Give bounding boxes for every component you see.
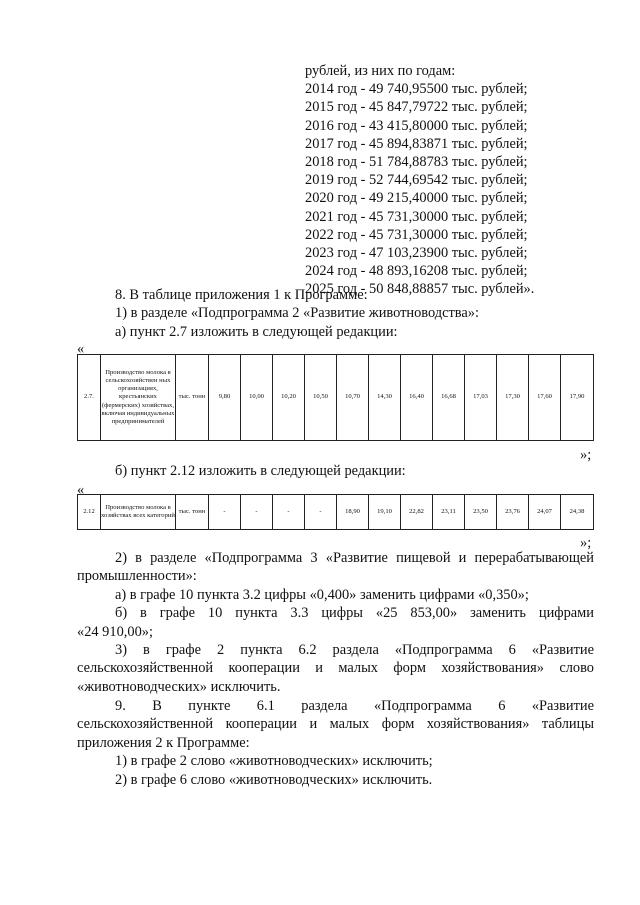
close-quote: »;: [580, 535, 592, 551]
item-8-sub1: 1) в разделе «Подпрограмма 2 «Развитие животноводства»:: [115, 305, 479, 322]
item-8-2-b2: «24 910,00»;: [77, 623, 153, 640]
year-line: 2024 год - 48 893,16208 тыс. рублей;: [305, 263, 528, 280]
years-intro: рублей, из них по годам:: [305, 63, 456, 79]
year-line: 2023 год - 47 103,23900 тыс. рублей;: [305, 245, 528, 262]
item-8-block: [77, 286, 594, 341]
item-8-title: 8. В таблице приложения 1 к Программе:: [115, 287, 368, 303]
table-row: [78, 495, 594, 530]
value-cell: 18,90: [337, 495, 369, 530]
unit-cell: тыс. тонн: [176, 495, 209, 530]
value-cell: 23,11: [433, 495, 465, 530]
year-line: 2016 год - 43 415,80000 тыс. рублей;: [305, 117, 528, 134]
value-cell: 24,07: [529, 495, 561, 530]
value-cell: 24,38: [561, 495, 594, 530]
close-quote: »;: [580, 447, 592, 463]
open-quote: «: [77, 341, 85, 357]
year-line: 2014 год - 49 740,95500 тыс. рублей;: [305, 81, 528, 98]
value-cell: 14,30: [369, 355, 401, 441]
year-line: 2018 год - 51 784,88783 тыс. рублей;: [305, 154, 528, 171]
value-cell: -: [209, 495, 241, 530]
item-9-line3: приложения 2 к Программе:: [77, 734, 250, 751]
year-line: 2021 год - 45 731,30000 тыс. рублей;: [305, 208, 528, 225]
item-8-2-line2: промышленности»:: [77, 568, 197, 585]
value-cell: 16,40: [401, 355, 433, 441]
item-8-sub1a: а) пункт 2.7 изложить в следующей редакции:: [115, 323, 398, 340]
unit-cell: тыс. тонн: [176, 355, 209, 441]
item-8-2-a: а) в графе 10 пункта 3.2 цифры «0,400» заменить цифрами «0,350»;: [115, 586, 529, 603]
item-8-3-c3: «животноводческих» исключить.: [77, 678, 281, 695]
year-line: 2019 год - 52 744,69542 тыс. рублей;: [305, 172, 528, 189]
year-line: 2022 год - 45 731,30000 тыс. рублей;: [305, 226, 528, 243]
value-cell: 10,00: [241, 355, 273, 441]
value-cell: 17,03: [465, 355, 497, 441]
value-cell: 19,10: [369, 495, 401, 530]
item-8-2-line1: 2) в разделе «Подпрограмма 3 «Развитие пищевой и перерабатывающей: [115, 550, 594, 566]
value-cell: -: [241, 495, 273, 530]
item-8b-block: [77, 462, 594, 480]
value-cell: 17,30: [497, 355, 529, 441]
item-number-cell: 2.7.: [78, 355, 101, 441]
item-8b-text: б) пункт 2.12 изложить в следующей редакции:: [115, 463, 406, 479]
item-9-line5: 2) в графе 6 слово «животноводческих» исключить.: [115, 771, 433, 788]
value-cell: -: [305, 495, 337, 530]
value-cell: 10,20: [273, 355, 305, 441]
table-row: [78, 355, 594, 441]
item-number-cell: 2.12: [78, 495, 101, 530]
value-cell: 17,60: [529, 355, 561, 441]
yearly-amounts-block: [305, 62, 534, 299]
year-line: 2025 год - 50 848,88857 тыс. рублей».: [305, 281, 535, 298]
item-8-3-c2: сельскохозяйственной кооперации и малых форм хозяйствования» слово: [77, 660, 594, 677]
value-cell: 16,68: [433, 355, 465, 441]
item-8-3-c1: 3) в графе 2 пункта 6.2 раздела «Подпрограмма 6 «Развитие: [115, 642, 594, 659]
item-9-line4: 1) в графе 2 слово «животноводческих» исключить;: [115, 753, 433, 770]
value-cell: 23,50: [465, 495, 497, 530]
item-8-2-b1: б) в графе 10 пункта 3.3 цифры «25 853,00» заменить цифрами: [115, 605, 594, 622]
value-cell: 9,80: [209, 355, 241, 441]
item-9-line1: 9. В пункте 6.1 раздела «Подпрограмма 6 «Развитие: [115, 698, 594, 714]
value-cell: 10,70: [337, 355, 369, 441]
table-item-2-7: [77, 354, 594, 441]
indicator-name-cell: Производство молока в сельскохозяйствен ных организациях, крестьянских (фермерских) хозяйствах, включая индивидуальных предпринимателей: [101, 355, 176, 441]
open-quote: «: [77, 482, 85, 498]
value-cell: 10,50: [305, 355, 337, 441]
indicator-name-cell: Производство молока в хозяйствах всех категорий: [101, 495, 176, 530]
table-item-2-12: [77, 494, 594, 530]
year-line: 2020 год - 49 215,40000 тыс. рублей;: [305, 190, 528, 207]
value-cell: -: [273, 495, 305, 530]
item-8-2-block: [77, 549, 594, 696]
value-cell: 17,90: [561, 355, 594, 441]
value-cell: 22,82: [401, 495, 433, 530]
item-9-line2: сельскохозяйственной кооперации и малых форм хозяйствования» таблицы: [77, 716, 594, 733]
item-9-block: [77, 697, 594, 789]
year-line: 2015 год - 45 847,79722 тыс. рублей;: [305, 99, 528, 116]
value-cell: 23,76: [497, 495, 529, 530]
year-line: 2017 год - 45 894,83871 тыс. рублей;: [305, 135, 528, 152]
